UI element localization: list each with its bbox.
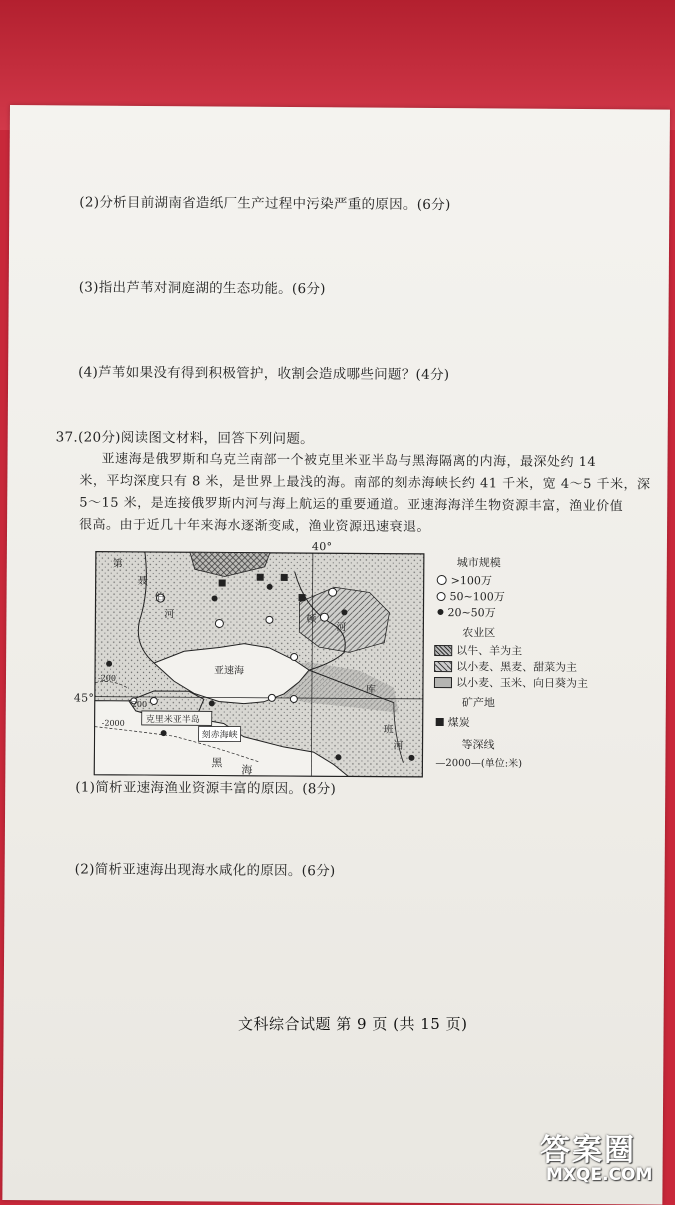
coal-square-icon (436, 718, 444, 726)
label-nie: 聂 (137, 575, 148, 587)
material-line: 很高。由于近几十年来海水逐渐变咸，渔业资源迅速衰退。 (79, 517, 431, 535)
city-marker (266, 616, 273, 623)
hatch-icon (434, 660, 452, 671)
label-black-1: 黑 (211, 756, 223, 770)
city-marker (329, 588, 337, 596)
city-marker (341, 609, 347, 615)
dot-small-icon (437, 609, 443, 615)
label-ban: 班 (383, 724, 394, 736)
legend-mine-coal: 煤炭 (436, 714, 470, 730)
watermark (540, 1125, 665, 1190)
watermark-url: MXQE.COM (546, 1165, 653, 1185)
city-marker (320, 613, 328, 621)
question-37-title: 37.(20分)阅读图文材料，回答下列问题。 (55, 429, 315, 448)
question-37-1: (1)简析亚速海渔业资源丰富的原因。(8分) (75, 779, 337, 798)
label-azov: 亚速海 (214, 665, 245, 677)
gray-fill-icon (434, 676, 452, 687)
legend-agri-title: 农业区 (462, 626, 496, 640)
question-2: (2)分析目前湖南省造纸厂生产过程中污染严重的原因。(6分) (79, 194, 451, 214)
cross-hatch-icon (434, 644, 452, 655)
city-marker (408, 755, 414, 761)
legend-city-large: >100万 (437, 572, 492, 588)
circle-medium-icon (437, 591, 446, 600)
page-footer: 文科综合试题 第 9 页 (共 15 页) (238, 1015, 468, 1033)
label-bo: 伯 (154, 592, 165, 604)
label-kerch: 刻赤海峡 (201, 730, 238, 741)
map-legend (435, 554, 635, 770)
city-marker (267, 584, 273, 590)
city-marker (212, 595, 218, 601)
exam-paper (2, 105, 670, 1205)
watermark-logo: 答案圈 (540, 1133, 636, 1168)
material-line: 5～15 米，是连接俄罗斯内河与海上航运的重要通道。亚速海海洋生物资源丰富，渔业价值 (79, 495, 624, 515)
lat-label-45: 45° (73, 691, 95, 705)
coal-marker (219, 579, 226, 586)
label-black-2: 海 (241, 763, 253, 777)
map-svg (93, 551, 425, 778)
city-marker (161, 730, 167, 736)
material-line: 米，平均深度只有 8 米，是世界上最浅的海。南部的刻赤海峡长约 41 千米，宽 4～5 千米，深 (79, 473, 651, 493)
label-di: 第 (112, 558, 123, 570)
isobath-2000: -2000 (101, 718, 125, 728)
material-line: 亚速海是俄罗斯和乌克兰南部一个被克里米亚半岛与黑海隔离的内海，最深处约 14 (101, 451, 597, 471)
question-37-material (79, 448, 651, 540)
lon-label-40: 40° (311, 540, 333, 554)
label-dun: 顿 (306, 614, 317, 626)
legend-city-medium: 50~100万 (437, 588, 505, 604)
coal-marker (281, 574, 288, 581)
isobath-200a: -200 (97, 673, 117, 683)
isobath-200b: 200 (131, 699, 148, 709)
legend-depth-title: 等深线 (461, 738, 495, 752)
legend-depth-line: —2000—(单位:米) (435, 757, 523, 770)
question-3: (3)指出芦苇对洞庭湖的生态功能。(6分) (78, 279, 326, 298)
label-he2: 河 (336, 622, 347, 634)
city-marker (290, 695, 297, 702)
circle-large-icon (437, 575, 447, 585)
city-marker (291, 653, 298, 660)
label-he1: 河 (164, 609, 175, 621)
azov-sea-map (93, 551, 425, 778)
label-he3: 河 (393, 740, 404, 752)
legend-agri-wheat-rye: 以小麦、黑麦、甜菜为主 (434, 658, 577, 675)
city-marker (106, 661, 112, 667)
question-4: (4)芦苇如果没有得到积极管护，收割会造成哪些问题？(4分) (78, 364, 450, 384)
label-crimea: 克里米亚半岛 (145, 714, 200, 726)
legend-mine-title: 矿产地 (461, 696, 495, 710)
city-marker (268, 694, 275, 701)
city-marker (335, 754, 341, 760)
city-marker (209, 700, 215, 706)
coal-marker (257, 574, 264, 581)
legend-agri-cattle: 以牛、羊为主 (434, 642, 522, 659)
label-ku: 库 (365, 684, 376, 696)
question-37-2: (2)简析亚速海出现海水咸化的原因。(6分) (74, 861, 336, 880)
city-marker (215, 619, 223, 627)
legend-city-title: 城市规模 (456, 556, 501, 570)
legend-city-small: 20~50万 (437, 604, 495, 620)
coal-marker (299, 594, 306, 601)
legend-agri-wheat-corn: 以小麦、玉米、向日葵为主 (434, 674, 588, 691)
city-marker (150, 697, 157, 704)
